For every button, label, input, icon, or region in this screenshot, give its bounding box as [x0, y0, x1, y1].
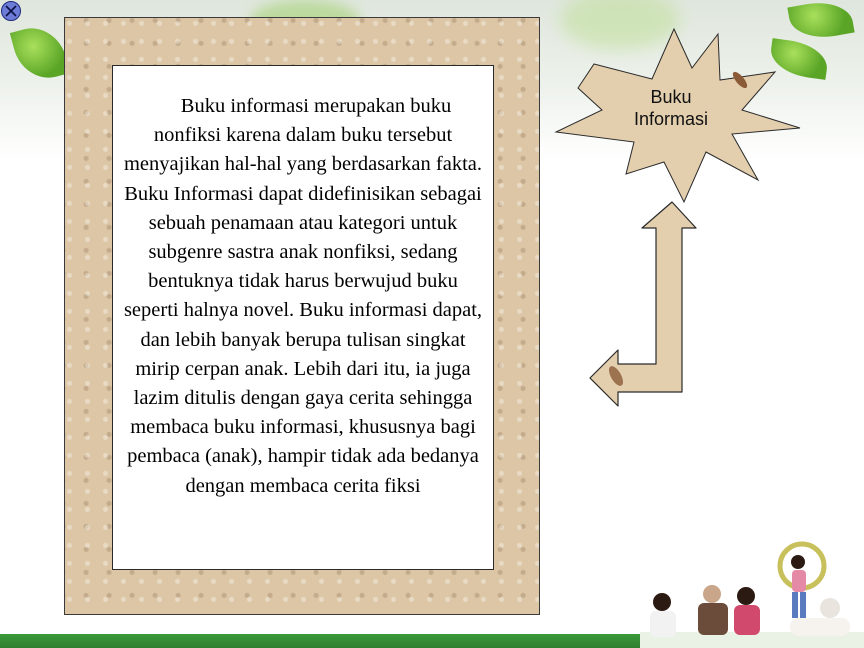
- starburst-label-line: Informasi: [633, 109, 709, 129]
- close-icon: [4, 4, 18, 18]
- body-text: Buku informasi merupakan buku nonfiksi karena dalam buku tersebut menyajikan hal-hal yang berdasarkan fakta. Buku Informasi dapat didefinisikan sebagai sebuah penamaan atau kategori untuk subgenre sastra anak nonfiksi, sedang bentuknya tidak harus berwujud buku seperti halnya novel. Buku informasi dapat, dan lebih banyak berupa tulisan singkat mirip cerpan anak. Lebih dari itu, ia juga lazim ditulis dengan gaya cerita sehingga membaca buku informasi, khususnya bagi pembaca (anak), hampir tidak ada bedanya dengan membaca cerita fiksi: [123, 95, 483, 497]
- body-text-box: [112, 65, 494, 570]
- family-illustration: [640, 536, 864, 648]
- starburst-label-line: Buku: [650, 87, 692, 107]
- close-button[interactable]: [1, 1, 21, 21]
- starburst-label: [606, 86, 736, 130]
- bent-arrow-icon: [586, 200, 700, 410]
